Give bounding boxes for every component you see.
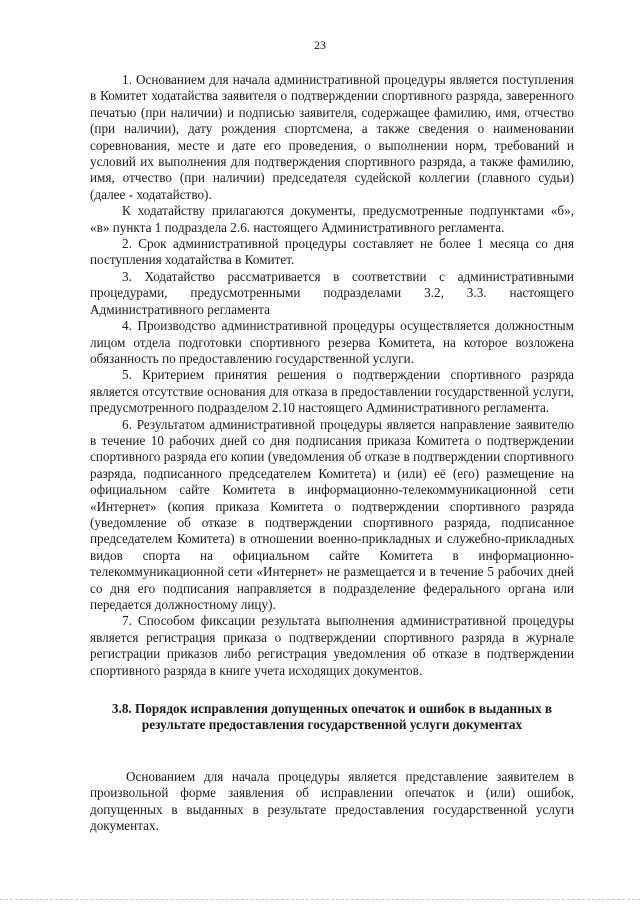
paragraph-item-4: 4. Производство административной процедуры осуществляется должностным лицом отдела подготовки спортивного резерва Комитета, на которое возложена обязанность по предоставлению государственной услуги.: [90, 318, 574, 366]
paragraph-attachments: К ходатайству прилагаются документы, предусмотренные подпунктами «б», «в» пункта 1 подраздела 2.6. настоящего Административного регламента.: [90, 203, 574, 235]
section-paragraph: Основанием для начала процедуры является представление заявителем в произвольной форме заявления об исправлении опечаток и (или) ошибок, допущенных в выданных в результате предоставления государственной услуги документах.: [90, 768, 574, 834]
paragraph-item-6: 6. Результатом административной процедуры является направление заявителю в течение 10 рабочих дней со дня подписания приказа Комитета о подтверждении спортивного разряда его копии (уведомления об отказе в подтверждении спортивного разряда, подписанного председателем Комитета) и (или) её (его) размещение на официальном сайте Комитета в информационно-телекоммуникационной сети «Интернет» (копия приказа Комитета о подтверждении спортивного разряда (уведомление об отказе в подтверждении спортивного разряда, подписанное председателем Комитета) в отношении военно-прикладных и служебно-прикладных видов спорта на официальном сайте Комитета в информационно-телекоммуникационной сети «Интернет» не размещается и в течение 5 рабочих дней со дня его подписания направляется в подразделение федерального органа или передается должностному лицу).: [90, 416, 574, 612]
page-bottom-edge: [0, 899, 640, 901]
paragraph-item-1: 1. Основанием для начала административной процедуры является поступления в Комитет ходатайства заявителя о подтверждении спортивного разряда, заверенного печатью (при наличии) и подписью заявителя, содержащее фамилию, имя, отчество (при наличии), дату рождения спортсмена, а также сведения о наименовании соревнования, месте и дате его проведения, о выполнении норм, требований и условий их выполнения для подтверждения спортивного разряда, а также фамилию, имя, отчество (при наличии) председателя судейской коллегии (главного судьи) (далее - ходатайство).: [90, 72, 574, 202]
page-number: 23: [314, 38, 326, 52]
paragraph-item-3: 3. Ходатайство рассматривается в соответствии с административными процедурами, предусмотренными подразделами 3.2, 3.3. настоящего Административного регламента: [90, 268, 574, 317]
paragraph-item-2: 2. Срок административной процедуры составляет не более 1 месяца со дня поступления ходатайства в Комитет.: [90, 236, 574, 268]
paragraph-item-7: 7. Способом фиксации результата выполнения административной процедуры является регистрация приказа о подтверждении спортивного разряда в журнале регистрации приказов либо регистрация уведомления об отказе в подтверждении спортивного разряда в книге учета исходящих документов.: [90, 613, 574, 678]
document-body: [90, 72, 574, 834]
section-title: 3.8. Порядок исправления допущенных опечаток и ошибок в выданных в результате предоставления государственной услуги документах: [111, 701, 553, 733]
paragraph-item-5: 5. Критерием принятия решения о подтверждении спортивного разряда является отсутствие основания для отказа в предоставлении государственной услуги, предусмотренного подразделом 2.10 настоящего Административного регламента.: [90, 367, 574, 416]
